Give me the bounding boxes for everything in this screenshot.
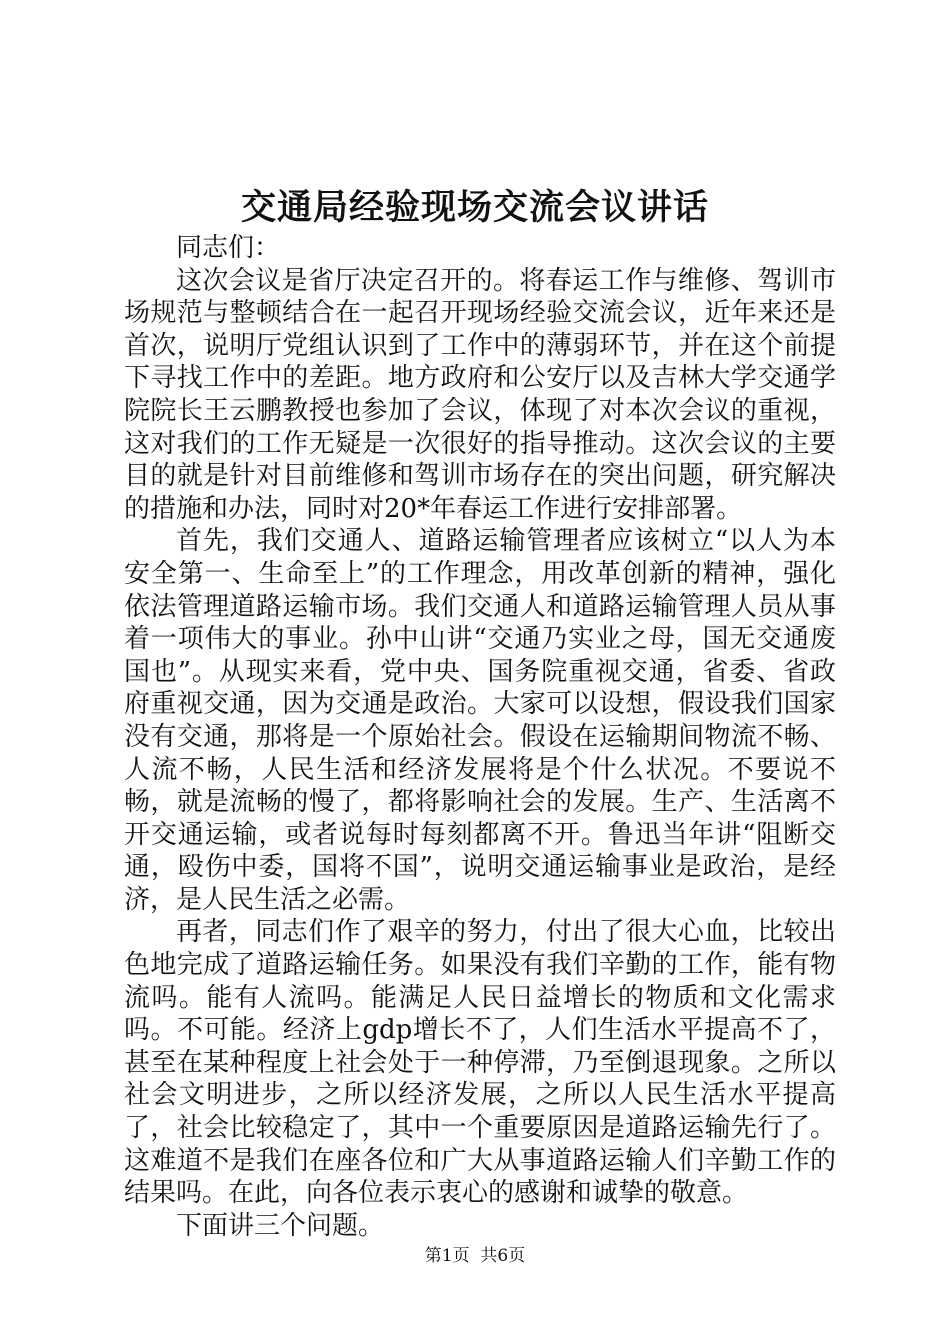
salutation: 同志们： (176, 233, 281, 263)
paragraph-first-point: 首先，我们交通人、道路运输管理者应该树立“以人为本安全第一、生命至上”的工作理念，用改革创新的精神，强化依法管理道路运输市场。我们交通人和道路运输管理人员从事着一项伟大的事业。孙中山讲“交通乃实业之母，国无交通废国也”。从现实来看，党中央、国务院重视交通，省委、省政府重视交通，因为交通是政治。大家可以设想，假设我们国家没有交通，那将是一个原始社会。假设在运输期间物流不畅、人流不畅，人民生活和经济发展将是个什么状况。不要说不畅，就是流畅的慢了，都将影响社会的发展。生产、生活离不开交通运输，或者说每时每刻都离不开。鲁迅当年讲“阻断交通，殴伤中委，国将不国”，说明交通运输事业是政治，是经济，是人民生活之必需。 (124, 526, 836, 915)
paragraph-transition: 下面讲三个问题。 (176, 1210, 385, 1241)
document-body (124, 232, 836, 1242)
paragraph-intro: 这次会议是省厅决定召开的。将春运工作与维修、驾训市场规范与整顿结合在一起召开现场经验交流会议，近年来还是首次，说明厅党组认识到了工作中的薄弱环节，并在这个前提下寻找工作中的差距。地方政府和公安厅以及吉林大学交通学院院长王云鹏教授也参加了会议，体现了对本次会议的重视，这对我们的工作无疑是一次很好的指导推动。这次会议的主要目的就是针对目前维修和驾训市场存在的突出问题，研究解决的措施和办法，同时对20*年春运工作进行安排部署。 (124, 265, 836, 524)
document-title: 交通局经验现场交流会议讲话 (240, 187, 709, 228)
paragraph-second-point: 再者，同志们作了艰辛的努力，付出了很大心血，比较出色地完成了道路运输任务。如果没有我们辛勤的工作，能有物流吗。能有人流吗。能满足人民日益增长的物质和文化需求吗。不可能。经济上gdp增长不了，人们生活水平提高不了，甚至在某种程度上社会处于一种停滞，乃至倒退现象。之所以社会文明进步，之所以经济发展，之所以人民生活水平提高了，社会比较稳定了，其中一个重要原因是道路运输先行了。这难道不是我们在座各位和广大从事道路运输人们辛勤工作的结果吗。在此，向各位表示衷心的感谢和诚挚的敬意。 (124, 917, 836, 1209)
page-footer (0, 1244, 950, 1268)
page-number: 第1页 共6页 (424, 1246, 526, 1266)
